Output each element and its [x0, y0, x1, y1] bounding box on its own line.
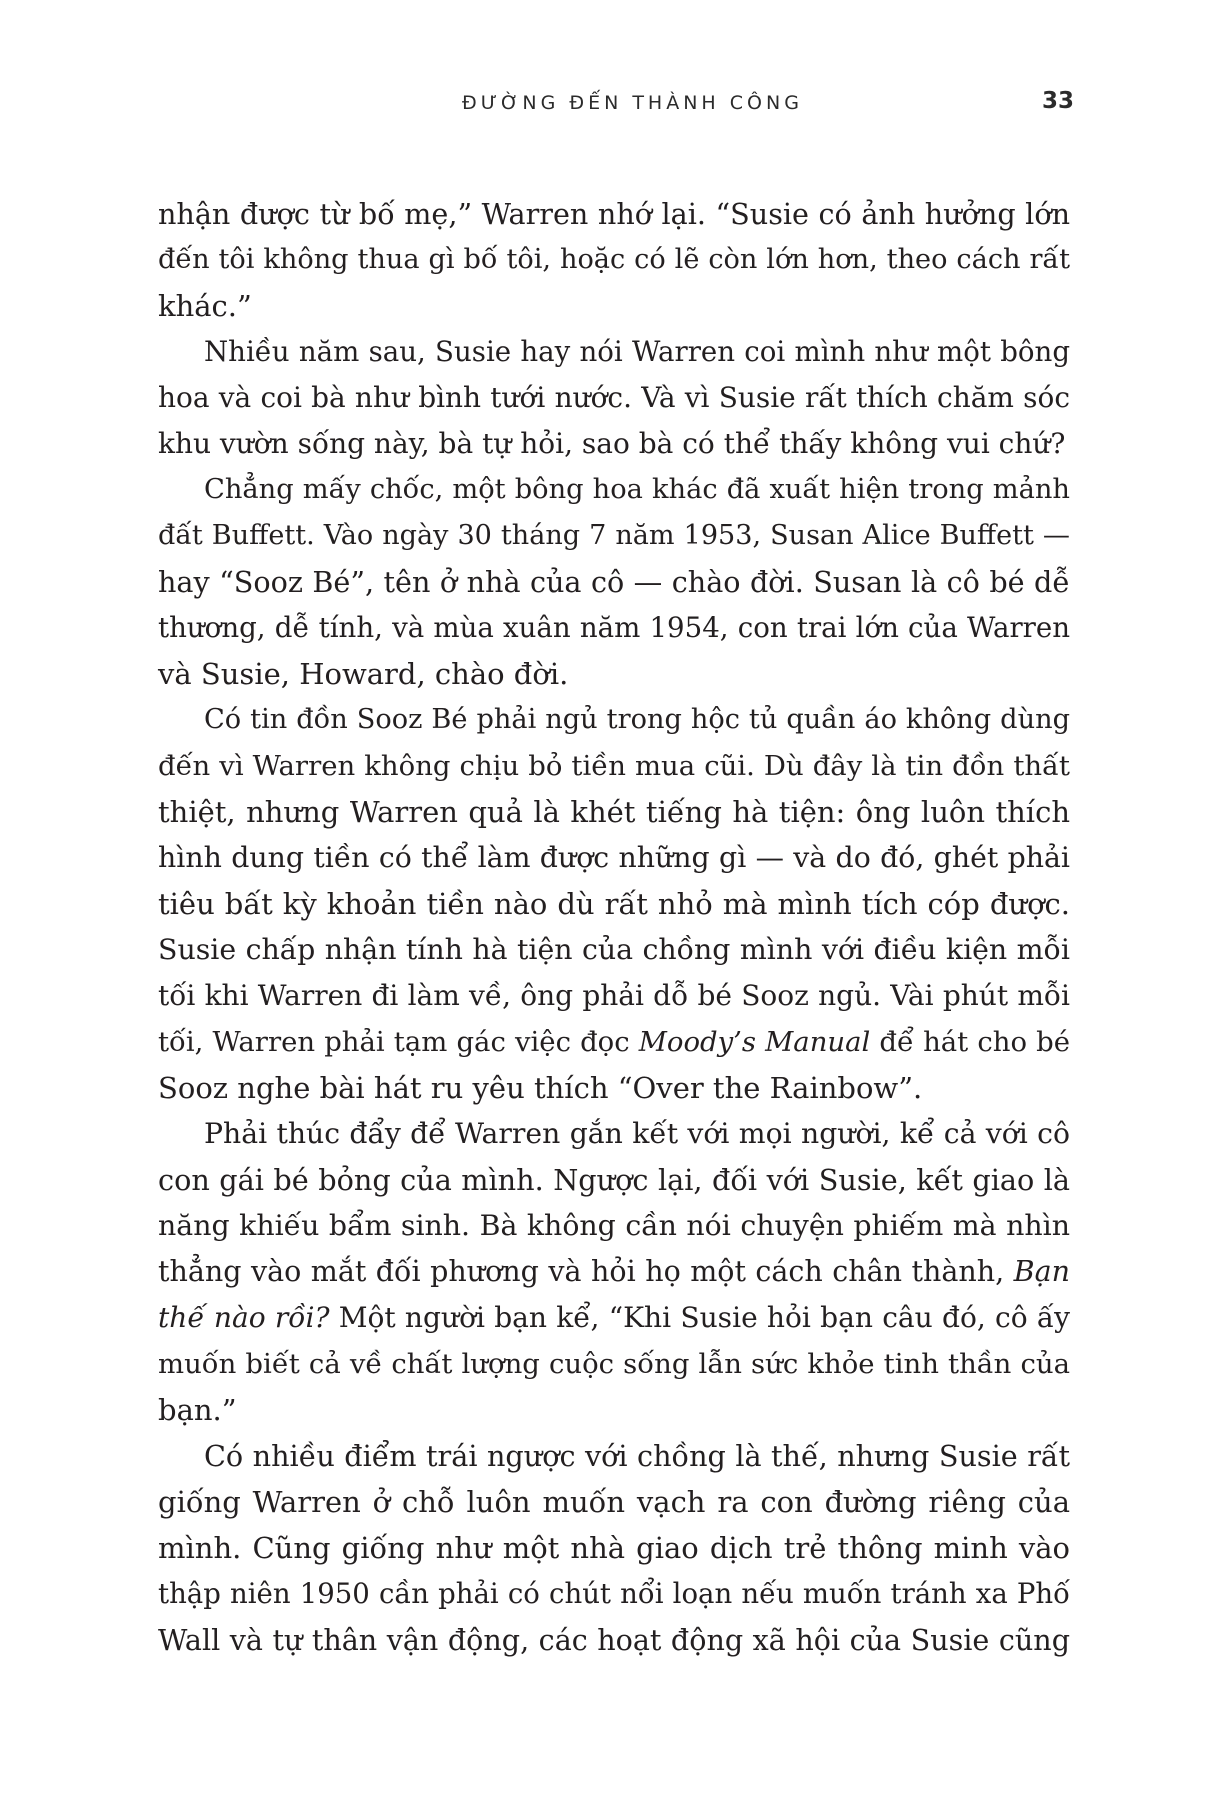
- text-line: hình dung tiền có thể làm được những gì — và do đó, ghét phải: [158, 841, 1070, 874]
- paragraph-6: [158, 1433, 1070, 1663]
- running-title: ĐƯỜNG ĐẾN THÀNH CÔNG: [462, 92, 803, 114]
- text-line: [158, 1249, 1070, 1295]
- text-line: giống Warren ở chỗ luôn muốn vạch ra con đường riêng của: [158, 1485, 1070, 1519]
- text-line: nhận được từ bố mẹ,” Warren nhớ lại. “Susie có ảnh hưởng lớn: [158, 197, 1070, 231]
- text-line: muốn biết cả về chất lượng cuộc sống lẫn sức khỏe tinh thần của: [158, 1348, 1070, 1380]
- paragraph-1: [158, 191, 1070, 329]
- text-line: hay “Sooz Bé”, tên ở nhà của cô — chào đời. Susan là cô bé dễ: [158, 565, 1070, 599]
- text-line: thập niên 1950 cần phải có chút nổi loạn nếu muốn tránh xa Phố: [158, 1578, 1070, 1610]
- page-header: [0, 88, 1221, 132]
- text-line: khu vườn sống này, bà tự hỏi, sao bà có thể thấy không vui chứ?: [158, 427, 1066, 460]
- text-line: Phải thúc đẩy để Warren gắn kết với mọi người, kể cả với cô: [204, 1117, 1070, 1150]
- text-line: mình. Cũng giống như một nhà giao dịch trẻ thông minh vào: [158, 1531, 1070, 1565]
- text-line: Wall và tự thân vận động, các hoạt động xã hội của Susie cũng: [158, 1623, 1070, 1657]
- paragraph-4: [158, 697, 1070, 1111]
- text-run: để hát cho bé: [870, 1026, 1070, 1058]
- text-line: thiệt, nhưng Warren quả là khét tiếng hà tiện: ông luôn thích: [158, 795, 1070, 829]
- text-line: hoa và coi bà như bình tưới nước. Và vì Susie rất thích chăm sóc: [158, 381, 1070, 414]
- paragraph-5: [158, 1111, 1070, 1433]
- italic-question: thế nào rồi?: [158, 1301, 330, 1334]
- text-line: thương, dễ tính, và mùa xuân năm 1954, con trai lớn của Warren: [158, 611, 1070, 644]
- text-line: [158, 1019, 1070, 1065]
- text-line: năng khiếu bẩm sinh. Bà không cần nói chuyện phiếm mà nhìn: [158, 1209, 1070, 1242]
- page-number: 33: [1042, 88, 1075, 114]
- text-line: Susie chấp nhận tính hà tiện của chồng mình với điều kiện mỗi: [158, 933, 1070, 966]
- text-line: Có tin đồn Sooz Bé phải ngủ trong hộc tủ quần áo không dùng: [204, 704, 1070, 735]
- text-line: khác.”: [158, 289, 252, 323]
- text-line: và Susie, Howard, chào đời.: [158, 657, 569, 691]
- text-run: Một người bạn kể, “Khi Susie hỏi bạn câu đó, cô ấy: [329, 1301, 1070, 1334]
- text-line: Có nhiều điểm trái ngược với chồng là thế, nhưng Susie rất: [204, 1439, 1070, 1473]
- body-text: [158, 191, 1070, 1663]
- text-line: đến vì Warren không chịu bỏ tiền mua cũi. Dù đây là tin đồn thất: [158, 750, 1070, 782]
- paragraph-2: [158, 329, 1070, 467]
- italic-book-title: Moody’s Manual: [638, 1026, 871, 1058]
- text-line: [158, 1295, 1070, 1341]
- text-line: đất Buffett. Vào ngày 30 tháng 7 năm 1953, Susan Alice Buffett —: [158, 520, 1070, 551]
- text-line: con gái bé bỏng của mình. Ngược lại, đối với Susie, kết giao là: [158, 1163, 1070, 1197]
- text-run: tối, Warren phải tạm gác việc đọc: [158, 1026, 639, 1058]
- text-line: đến tôi không thua gì bố tôi, hoặc có lẽ còn lớn hơn, theo cách rất: [158, 244, 1070, 275]
- text-line: tiêu bất kỳ khoản tiền nào dù rất nhỏ mà mình tích cóp được.: [158, 887, 1070, 921]
- italic-question: Bạn: [1013, 1255, 1070, 1288]
- text-line: tối khi Warren đi làm về, ông phải dỗ bé Sooz ngủ. Vài phút mỗi: [158, 979, 1070, 1012]
- text-line: Nhiều năm sau, Susie hay nói Warren coi mình như một bông: [204, 335, 1070, 368]
- text-line: bạn.”: [158, 1393, 237, 1427]
- text-run: thẳng vào mắt đối phương và hỏi họ một cách chân thành,: [158, 1255, 1014, 1288]
- text-line: Chẳng mấy chốc, một bông hoa khác đã xuất hiện trong mảnh: [204, 474, 1070, 505]
- text-line: Sooz nghe bài hát ru yêu thích “Over the Rainbow”.: [158, 1071, 923, 1105]
- paragraph-3: [158, 467, 1070, 697]
